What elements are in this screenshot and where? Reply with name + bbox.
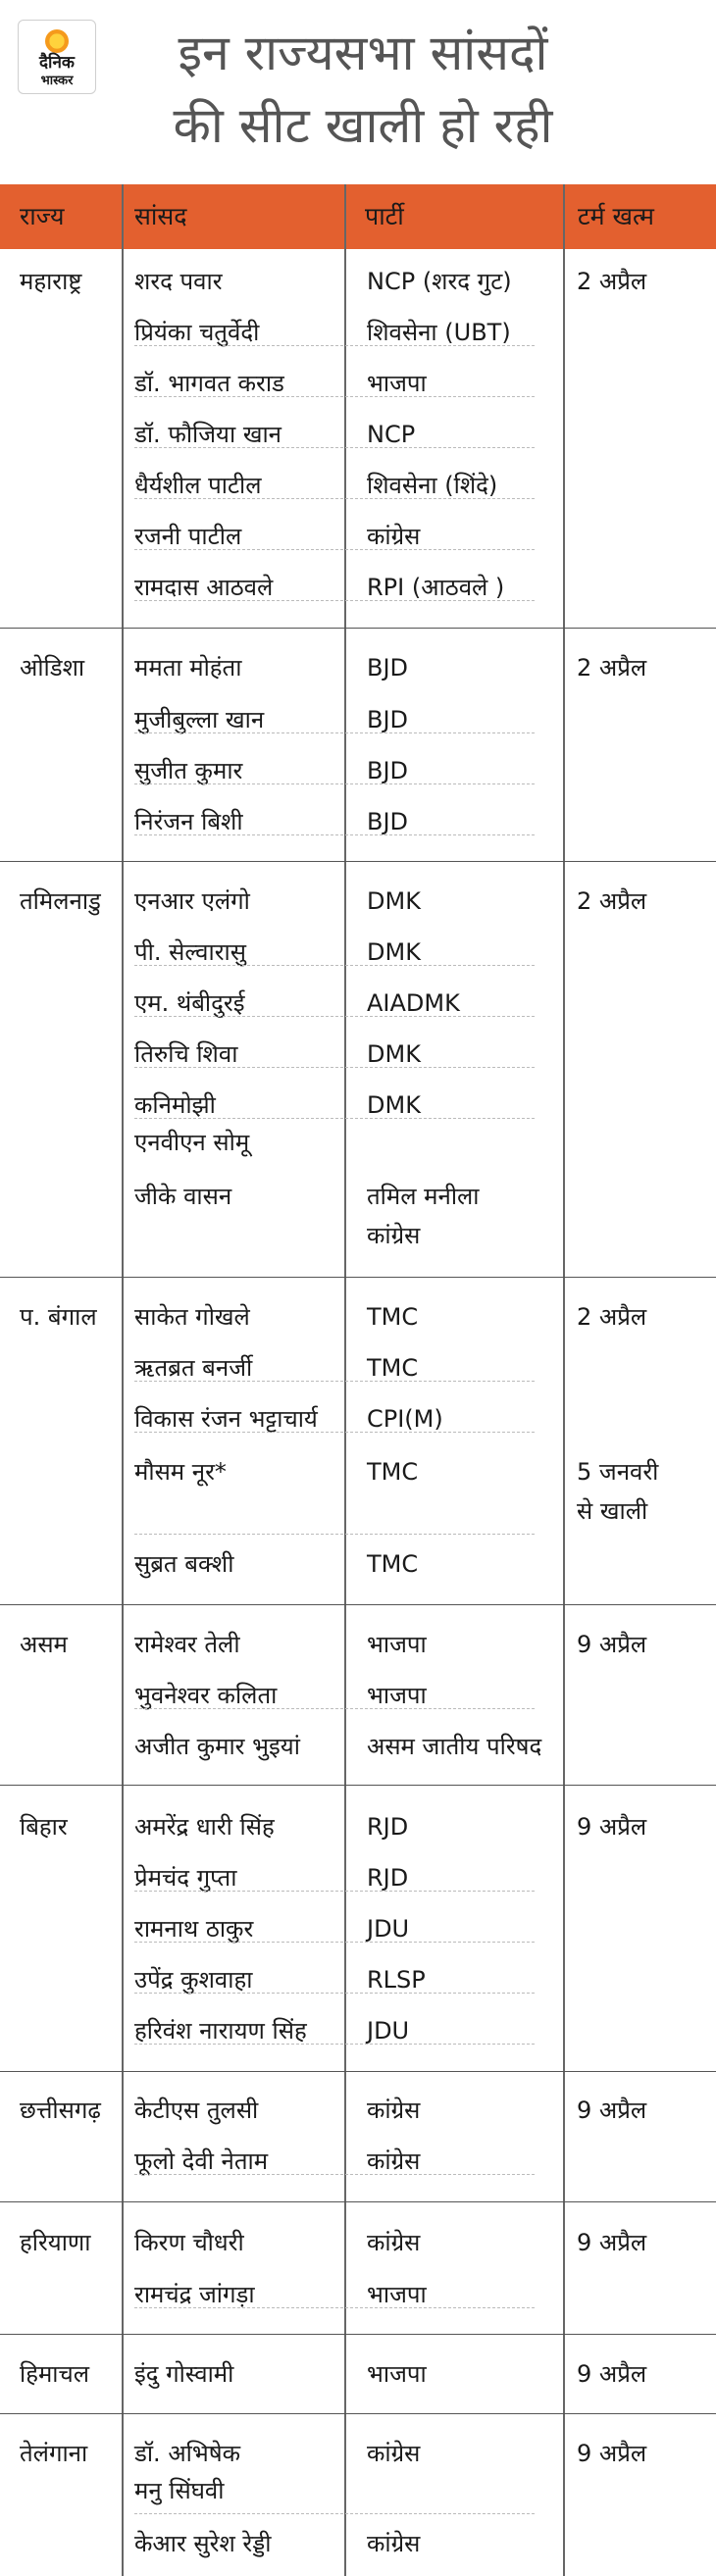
term-end-cell: से खाली — [577, 1497, 648, 1525]
party-cell: भाजपा — [367, 2360, 427, 2388]
term-end-cell: 9 अप्रैल — [577, 1631, 647, 1658]
party-cell: BJD — [367, 654, 409, 682]
state-cell: तेलंगाना — [20, 2440, 88, 2467]
column-header-party: पार्टी — [365, 202, 404, 230]
term-end-cell: 2 अप्रैल — [577, 1303, 647, 1331]
party-cell: BJD — [367, 757, 409, 784]
party-cell: JDU — [367, 1915, 410, 1943]
mp-name-cell: अमरेंद्र धारी सिंह — [134, 1813, 275, 1841]
party-cell: कांग्रेस — [367, 2096, 421, 2124]
term-end-cell: 2 अप्रैल — [577, 654, 647, 682]
party-cell: TMC — [367, 1354, 419, 1382]
party-cell: भाजपा — [367, 2281, 427, 2308]
party-cell: कांग्रेस — [367, 1222, 421, 1249]
mp-name-cell: डॉ. भागवत कराड — [134, 370, 284, 397]
party-cell: NCP (शरद गुट) — [367, 268, 512, 295]
mp-name-cell: एनवीएन सोमू — [134, 1129, 250, 1156]
party-cell: कांग्रेस — [367, 2229, 421, 2256]
mp-name-cell: सुब्रत बक्शी — [134, 1550, 234, 1578]
mp-name-cell: ममता मोहंता — [134, 654, 242, 682]
party-cell: असम जातीय परिषद — [367, 1733, 542, 1760]
row-divider — [134, 732, 535, 733]
mp-name-cell: रामचंद्र जांगड़ा — [134, 2281, 255, 2308]
term-end-cell: 9 अप्रैल — [577, 2229, 647, 2256]
state-group-divider — [0, 2413, 716, 2414]
party-cell: RPI (आठवले ) — [367, 574, 505, 601]
mp-name-cell: प्रियंका चतुर्वेदी — [134, 319, 260, 346]
state-group-divider — [0, 2071, 716, 2072]
state-cell: असम — [20, 1631, 68, 1658]
party-cell: AIADMK — [367, 989, 460, 1017]
row-divider — [134, 834, 535, 835]
row-divider — [134, 498, 535, 499]
row-divider — [134, 1118, 535, 1119]
party-cell: CPI(M) — [367, 1405, 443, 1433]
row-divider — [134, 2513, 535, 2514]
party-cell: DMK — [367, 938, 421, 966]
row-divider — [134, 345, 535, 346]
state-group-divider — [0, 1785, 716, 1786]
mp-name-cell: फूलो देवी नेताम — [134, 2147, 269, 2175]
term-end-cell: 2 अप्रैल — [577, 887, 647, 915]
state-cell: हरियाणा — [20, 2229, 91, 2256]
column-divider — [563, 184, 565, 2576]
state-cell: ओडिशा — [20, 654, 85, 682]
table-header — [0, 184, 716, 249]
term-end-cell: 5 जनवरी — [577, 1458, 659, 1486]
state-group-divider — [0, 861, 716, 862]
mp-name-cell: साकेत गोखले — [134, 1303, 250, 1331]
term-end-cell: 9 अप्रैल — [577, 2440, 647, 2467]
row-divider — [134, 1708, 535, 1709]
row-divider — [134, 1432, 535, 1433]
column-divider — [122, 184, 124, 2576]
row-divider — [134, 2174, 535, 2175]
row-divider — [134, 783, 535, 784]
mp-name-cell: मुजीबुल्ला खान — [134, 706, 265, 733]
state-group-divider — [0, 2201, 716, 2202]
mp-name-cell: रामनाथ ठाकुर — [134, 1915, 254, 1943]
mp-name-cell: निरंजन बिशी — [134, 808, 243, 835]
state-cell: प. बंगाल — [20, 1303, 97, 1331]
mp-name-cell: पी. सेल्वारासु — [134, 938, 246, 966]
term-end-cell: 2 अप्रैल — [577, 268, 647, 295]
page-title-line1: इन राज्यसभा सांसदों — [178, 25, 548, 81]
party-cell: DMK — [367, 887, 421, 915]
logo-text-line1: दैनिक — [39, 53, 75, 73]
party-cell: तमिल मनीला — [367, 1183, 480, 1210]
party-cell: BJD — [367, 808, 409, 835]
mp-name-cell: केटीएस तुलसी — [134, 2096, 259, 2124]
dainik-bhaskar-logo[interactable] — [18, 20, 96, 94]
mp-name-cell: सुजीत कुमार — [134, 757, 243, 784]
party-cell: कांग्रेस — [367, 2440, 421, 2467]
mp-name-cell: जीके वासन — [134, 1183, 232, 1210]
mp-name-cell: केआर सुरेश रेड्डी — [134, 2530, 272, 2557]
state-cell: छत्तीसगढ़ — [20, 2096, 101, 2124]
row-divider — [134, 2044, 535, 2045]
row-divider — [134, 1016, 535, 1017]
row-divider — [134, 2307, 535, 2308]
party-cell: TMC — [367, 1303, 419, 1331]
state-group-divider — [0, 628, 716, 629]
mp-name-cell: ऋतब्रत बनर्जी — [134, 1354, 253, 1382]
row-divider — [134, 1381, 535, 1382]
state-cell: तमिलनाडु — [20, 887, 101, 915]
row-divider — [134, 1067, 535, 1068]
row-divider — [134, 1534, 535, 1535]
mp-name-cell: कनिमोझी — [134, 1091, 216, 1119]
row-divider — [134, 1891, 535, 1892]
party-cell: JDU — [367, 2017, 410, 2045]
column-header-mp: सांसद — [134, 202, 187, 230]
party-cell: शिवसेना (UBT) — [367, 319, 511, 346]
state-cell: महाराष्ट्र — [20, 268, 82, 295]
row-divider — [134, 447, 535, 448]
mp-name-cell: प्रेमचंद गुप्ता — [134, 1864, 237, 1892]
row-divider — [134, 965, 535, 966]
mp-name-cell: इंदु गोस्वामी — [134, 2360, 234, 2388]
party-cell: भाजपा — [367, 1631, 427, 1658]
row-divider — [134, 1993, 535, 1994]
page-title-line2: की सीट खाली हो रही — [173, 97, 553, 154]
party-cell: DMK — [367, 1091, 421, 1119]
mp-name-cell: मनु सिंघवी — [134, 2477, 225, 2504]
party-cell: शिवसेना (शिंदे) — [367, 472, 498, 499]
party-cell: RJD — [367, 1813, 409, 1841]
sun-icon — [45, 29, 69, 53]
term-end-cell: 9 अप्रैल — [577, 1813, 647, 1841]
mp-name-cell: मौसम नूर* — [134, 1458, 227, 1486]
row-divider — [134, 396, 535, 397]
mp-name-cell: उपेंद्र कुशवाहा — [134, 1966, 253, 1994]
mp-name-cell: हरिवंश नारायण सिंह — [134, 2017, 307, 2045]
mp-name-cell: डॉ. फौजिया खान — [134, 421, 281, 448]
state-group-divider — [0, 1277, 716, 1278]
state-cell: बिहार — [20, 1813, 68, 1841]
party-cell: TMC — [367, 1550, 419, 1578]
party-cell: RLSP — [367, 1966, 426, 1994]
column-header-term: टर्म खत्म — [578, 202, 654, 230]
mp-name-cell: अजीत कुमार भुइयां — [134, 1733, 300, 1760]
mp-name-cell: भुवनेश्वर कलिता — [134, 1682, 278, 1709]
column-header-state: राज्य — [20, 202, 65, 230]
party-cell: TMC — [367, 1458, 419, 1486]
party-cell: RJD — [367, 1864, 409, 1892]
header — [0, 0, 716, 184]
mp-name-cell: डॉ. अभिषेक — [134, 2440, 241, 2467]
row-divider — [134, 549, 535, 550]
mp-name-cell: रजनी पाटील — [134, 523, 242, 550]
party-cell: कांग्रेस — [367, 2147, 421, 2175]
party-cell: कांग्रेस — [367, 523, 421, 550]
mp-name-cell: एम. थंबीदुरई — [134, 989, 245, 1017]
mp-name-cell: धैर्यशील पाटील — [134, 472, 262, 499]
mp-name-cell: रामदास आठवले — [134, 574, 274, 601]
term-end-cell: 9 अप्रैल — [577, 2096, 647, 2124]
state-group-divider — [0, 2334, 716, 2335]
party-cell: NCP — [367, 421, 416, 448]
state-group-divider — [0, 1604, 716, 1605]
mp-name-cell: किरण चौधरी — [134, 2229, 244, 2256]
party-cell: कांग्रेस — [367, 2530, 421, 2557]
mp-name-cell: एनआर एलंगो — [134, 887, 250, 915]
party-cell: DMK — [367, 1040, 421, 1068]
row-divider — [134, 600, 535, 601]
row-divider — [134, 1942, 535, 1943]
logo-text-line2: भास्कर — [40, 74, 74, 88]
party-cell: भाजपा — [367, 1682, 427, 1709]
state-cell: हिमाचल — [20, 2360, 90, 2388]
term-end-cell: 9 अप्रैल — [577, 2360, 647, 2388]
party-cell: BJD — [367, 706, 409, 733]
mp-name-cell: रामेश्वर तेली — [134, 1631, 240, 1658]
mp-name-cell: तिरुचि शिवा — [134, 1040, 238, 1068]
mp-name-cell: शरद पवार — [134, 268, 223, 295]
mp-name-cell: विकास रंजन भट्टाचार्य — [134, 1405, 318, 1433]
party-cell: भाजपा — [367, 370, 427, 397]
